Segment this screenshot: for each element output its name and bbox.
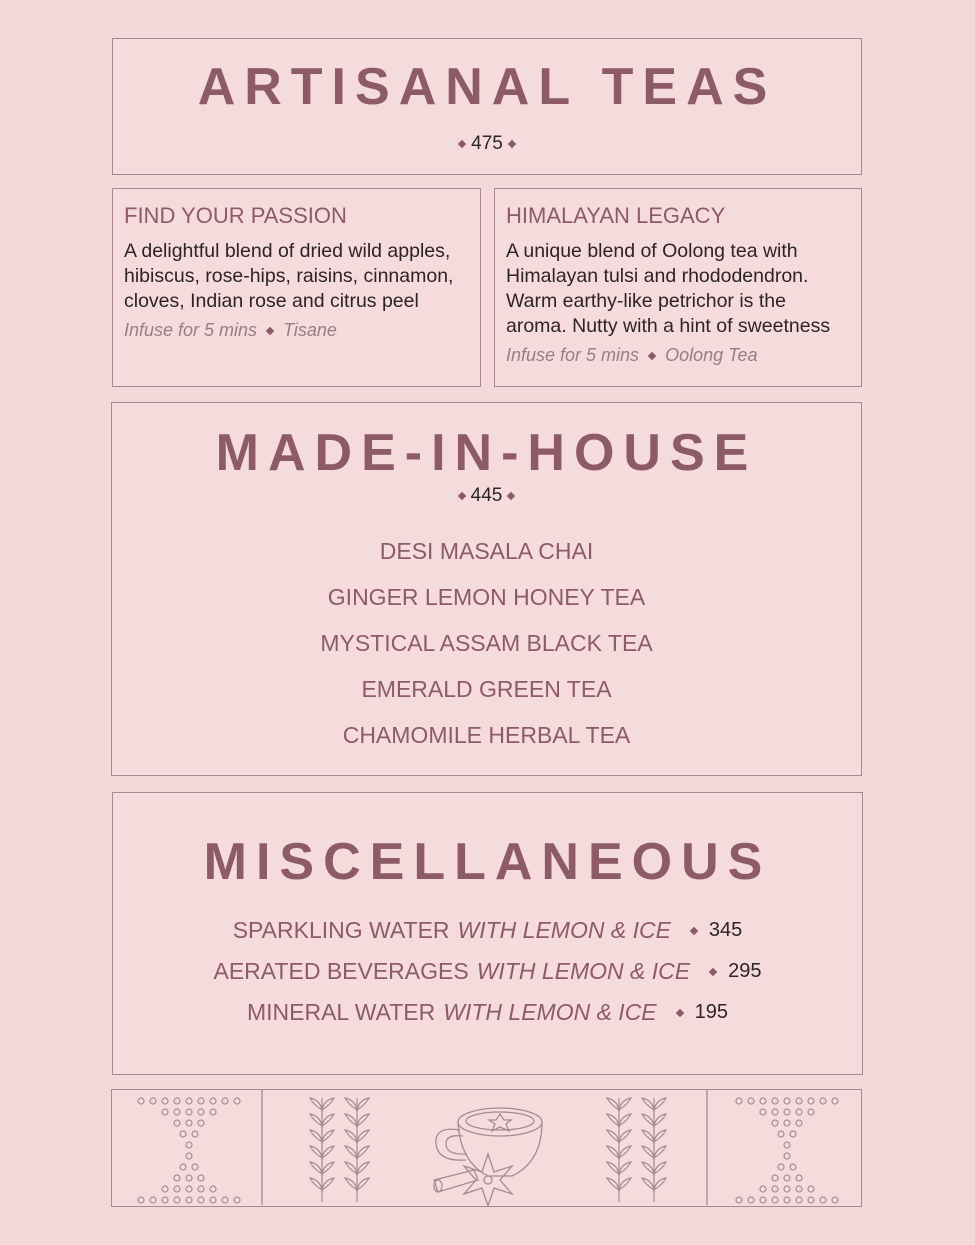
diamond-icon <box>648 351 656 359</box>
wheat-icon <box>602 1096 672 1206</box>
section-title: MISCELLANEOUS <box>203 833 772 891</box>
tea-card <box>494 188 862 387</box>
tea-name: FIND YOUR PASSION <box>124 203 347 228</box>
diamond-icon <box>690 926 698 934</box>
list-item: CHAMOMILE HERBAL TEA <box>342 722 631 748</box>
diamond-icon <box>508 140 516 148</box>
tea-description: A delightful blend of dried wild apples, hibiscus, rose-hips, raisins, cinnamon, cloves, Indian rose and citrus peel <box>124 240 454 312</box>
list-item <box>113 992 862 1033</box>
tea-type: Oolong Tea <box>665 345 758 365</box>
item-note: WITH LEMON & ICE <box>476 958 691 984</box>
infuse-time: Infuse for 5 mins <box>124 320 258 340</box>
decorative-footer <box>111 1089 862 1207</box>
tea-card <box>112 188 481 387</box>
misc-list <box>113 910 862 1033</box>
item-name: AERATED BEVERAGES <box>213 958 469 984</box>
tea-meta <box>124 320 470 341</box>
diamond-icon <box>457 492 465 500</box>
tea-description: A unique blend of Oolong tea with Himalayan tulsi and rhododendron. Warm earthy-like petrichor is the aroma. Nutty with a hint of sweetness <box>506 240 831 337</box>
list-item: MYSTICAL ASSAM BLACK TEA <box>320 630 653 656</box>
hourglass-dots-icon <box>732 1094 842 1206</box>
miscellaneous-section <box>112 792 863 1075</box>
tea-name: HIMALAYAN LEGACY <box>506 203 726 228</box>
teacup-star-anise-icon <box>430 1096 550 1206</box>
item-note: WITH LEMON & ICE <box>443 999 657 1025</box>
wheat-icon <box>305 1096 375 1206</box>
diamond-icon <box>507 492 515 500</box>
hourglass-dots-icon <box>134 1094 244 1206</box>
list-item: EMERALD GREEN TEA <box>361 676 612 702</box>
list-item: DESI MASALA CHAI <box>379 538 594 564</box>
artisanal-teas-section <box>112 38 862 175</box>
list-item: GINGER LEMON HONEY TEA <box>327 584 646 610</box>
diamond-icon <box>266 326 274 334</box>
section-title: MADE-IN-HOUSE <box>215 424 758 482</box>
section-title: ARTISANAL TEAS <box>197 58 777 116</box>
price: 445 <box>470 485 503 506</box>
price-row <box>113 133 861 155</box>
price-row <box>112 485 861 507</box>
price: 195 <box>694 1001 729 1023</box>
tea-meta <box>506 345 851 366</box>
list-item <box>113 910 862 951</box>
item-note: WITH LEMON & ICE <box>457 917 671 943</box>
price: 345 <box>708 919 743 941</box>
diamond-icon <box>458 140 466 148</box>
infuse-time: Infuse for 5 mins <box>506 345 640 365</box>
price: 475 <box>471 133 503 154</box>
diamond-icon <box>709 967 717 975</box>
list-item <box>113 951 862 992</box>
item-name: SPARKLING WATER <box>232 917 450 943</box>
diamond-icon <box>675 1008 683 1016</box>
made-in-house-section <box>111 402 862 776</box>
house-tea-list <box>112 528 861 758</box>
tea-type: Tisane <box>283 320 337 340</box>
item-name: MINERAL WATER <box>246 999 436 1025</box>
price: 295 <box>728 960 762 982</box>
